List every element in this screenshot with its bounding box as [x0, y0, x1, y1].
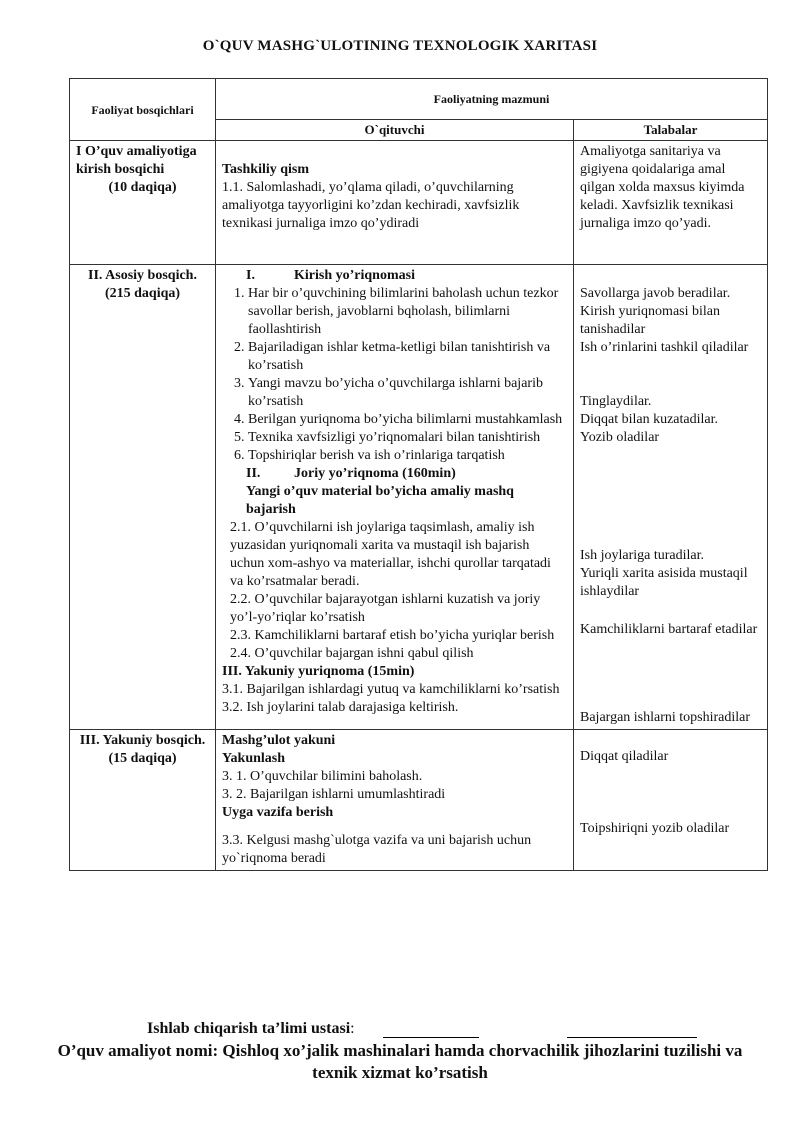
list-item: 6. Topshiriqlar berish va ish o’rinlariga tarqatish	[248, 447, 567, 465]
students-cell	[574, 730, 768, 871]
students-cell: Amaliyotga sanitariya va gigiyena qoidalariga amal qilgan xolda maxsus kiyimda keladi. Xavfsizlik texnikasi jurnaliga imzo qo’yadi.	[574, 141, 768, 265]
list-item: 3.1. Bajarilgan ishlardagi yutuq va kamchiliklarni ko’rsatish	[222, 682, 560, 697]
student-activity: Savollarga javob beradilar.	[580, 286, 731, 301]
teacher-cell	[216, 730, 574, 871]
list-item: 2. Bajariladigan ishlar ketma-ketligi bilan tanishtirish va ko’rsatish	[248, 339, 567, 375]
student-activity: Tinglaydilar.	[580, 394, 652, 409]
list-item: 2.3. Kamchiliklarni bartaraf etish bo’yicha yuriqlar berish	[230, 628, 555, 643]
list-item: 5. Texnika xavfsizligi yo’riqnomalari bilan tanishtirish	[248, 429, 567, 447]
list-item: 4. Berilgan yuriqnoma bo’yicha bilimlarni mustahkamlash	[248, 411, 567, 429]
page-title: O`QUV MASHG`ULOTINING TEXNOLOGIK XARITASI	[202, 38, 598, 54]
intro-list	[222, 285, 567, 465]
teacher-heading: Tashkiliy qism	[222, 162, 310, 177]
practice-name: O’quv amaliyot nomi: Qishloq xo’jalik mashinalari hamda chorvachilik jihozlarini tuzilishi va texnik xizmat ko’rsatish	[57, 1041, 743, 1082]
stage-name: I O’quv amaliyotiga kirish bosqichi	[76, 144, 197, 177]
table-header-row	[70, 79, 768, 120]
student-activity: Ish o’rinlarini tashkil qiladilar	[580, 340, 749, 355]
student-activity: Diqqat bilan kuzatadilar.	[580, 412, 719, 427]
student-activity: Ish joylariga turadilar.	[580, 548, 705, 563]
technology-map-table	[69, 78, 768, 871]
header-stage: Faoliyat bosqichlari	[70, 79, 216, 141]
teacher-text: 1.1. Salomlashadi, yo’qlama qiladi, o’quvchilarning amaliyotga tayyorligini ko’zdan kechiradi, xavfsizlik texnikasi jurnaliga imzo qo’ydiradi	[222, 180, 520, 231]
stage-cell	[70, 265, 216, 730]
teacher-cell	[216, 141, 574, 265]
list-item: 3.2. Ish joylarini talab darajasiga keltirish.	[222, 700, 459, 715]
section-heading: I. Kirish yo’riqnomasi	[246, 268, 415, 283]
student-activity: Toipshiriqni yozib oladilar	[580, 821, 730, 836]
stage-cell	[70, 141, 216, 265]
section-subtitle: Yangi o’quv material bo’yicha amaliy mashq bajarish	[246, 484, 514, 517]
header-students: Talabalar	[574, 120, 768, 141]
table-row	[70, 141, 768, 265]
student-activity: Yozib oladilar	[580, 430, 660, 445]
section-heading: III. Yakuniy yuriqnoma (15min)	[222, 664, 415, 679]
teacher-cell	[216, 265, 574, 730]
list-item: 3.3. Kelgusi mashg`ulotga vazifa va uni bajarish uchun yo`riqnoma beradi	[222, 833, 532, 866]
student-activity: Diqqat qiladilar	[580, 749, 669, 764]
section-heading: II. Joriy yo’riqnoma (160min)	[246, 466, 456, 481]
master-signature-line: Ishlab chiqarish ta’limi ustasi:	[147, 1020, 697, 1038]
section-heading: Uyga vazifa berish	[222, 805, 334, 820]
master-label: Ishlab chiqarish ta’limi ustasi	[147, 1020, 351, 1037]
student-activity: Bajargan ishlarni topshiradilar	[580, 710, 751, 725]
stage-time: (10 daqiqa)	[108, 180, 177, 195]
list-item: 2.2. O’quvchilar bajarayotgan ishlarni kuzatish va joriy yo’l-yo’riqlar ko’rsatish	[230, 592, 541, 625]
list-item: 2.4. O’quvchilar bajargan ishni qabul qilish	[230, 646, 474, 661]
stage-time: (215 daqiqa)	[104, 286, 181, 301]
name-blank	[567, 1021, 697, 1038]
section-heading: Mashg’ulot yakuni	[222, 733, 336, 748]
student-activity: Kamchiliklarni bartaraf etadilar	[580, 622, 758, 637]
stage-cell	[70, 730, 216, 871]
student-activity: Kirish yuriqnomasi bilan tanishadilar	[580, 304, 720, 337]
signature-blank	[383, 1021, 479, 1038]
section-heading: Yakunlash	[222, 751, 286, 766]
list-item: 3. 2. Bajarilgan ishlarni umumlashtiradi	[222, 787, 446, 802]
list-item: 3. Yangi mavzu bo’yicha o’quvchilarga ishlarni bajarib ko’rsatish	[248, 375, 567, 411]
header-content: Faoliyatning mazmuni	[216, 79, 768, 120]
stage-time: (15 daqiqa)	[108, 751, 177, 766]
students-cell	[574, 265, 768, 730]
header-teacher: O`qituvchi	[216, 120, 574, 141]
stage-name: II. Asosiy bosqich.	[88, 268, 197, 283]
list-item: 2.1. O’quvchilarni ish joylariga taqsimlash, amaliy ish yuzasidan yuriqnomali xarita va mustaqil ish bajarish uchun xom-ashyo va materiallar, ishchi qurollar tarqatadi va ko’rsatmalar beradi.	[230, 520, 551, 589]
table-row	[70, 265, 768, 730]
list-item: 1. Har bir o’quvchining bilimlarini baholash uchun tezkor savollar berish, javoblarni bqholash, bilimlarni faollashtirish	[248, 285, 567, 339]
table-row	[70, 730, 768, 871]
student-activity: Yuriqli xarita asisida mustaqil ishlaydilar	[580, 566, 748, 599]
list-item: 3. 1. O’quvchilar bilimini baholash.	[222, 769, 423, 784]
stage-name: III. Yakuniy bosqich.	[79, 733, 206, 748]
